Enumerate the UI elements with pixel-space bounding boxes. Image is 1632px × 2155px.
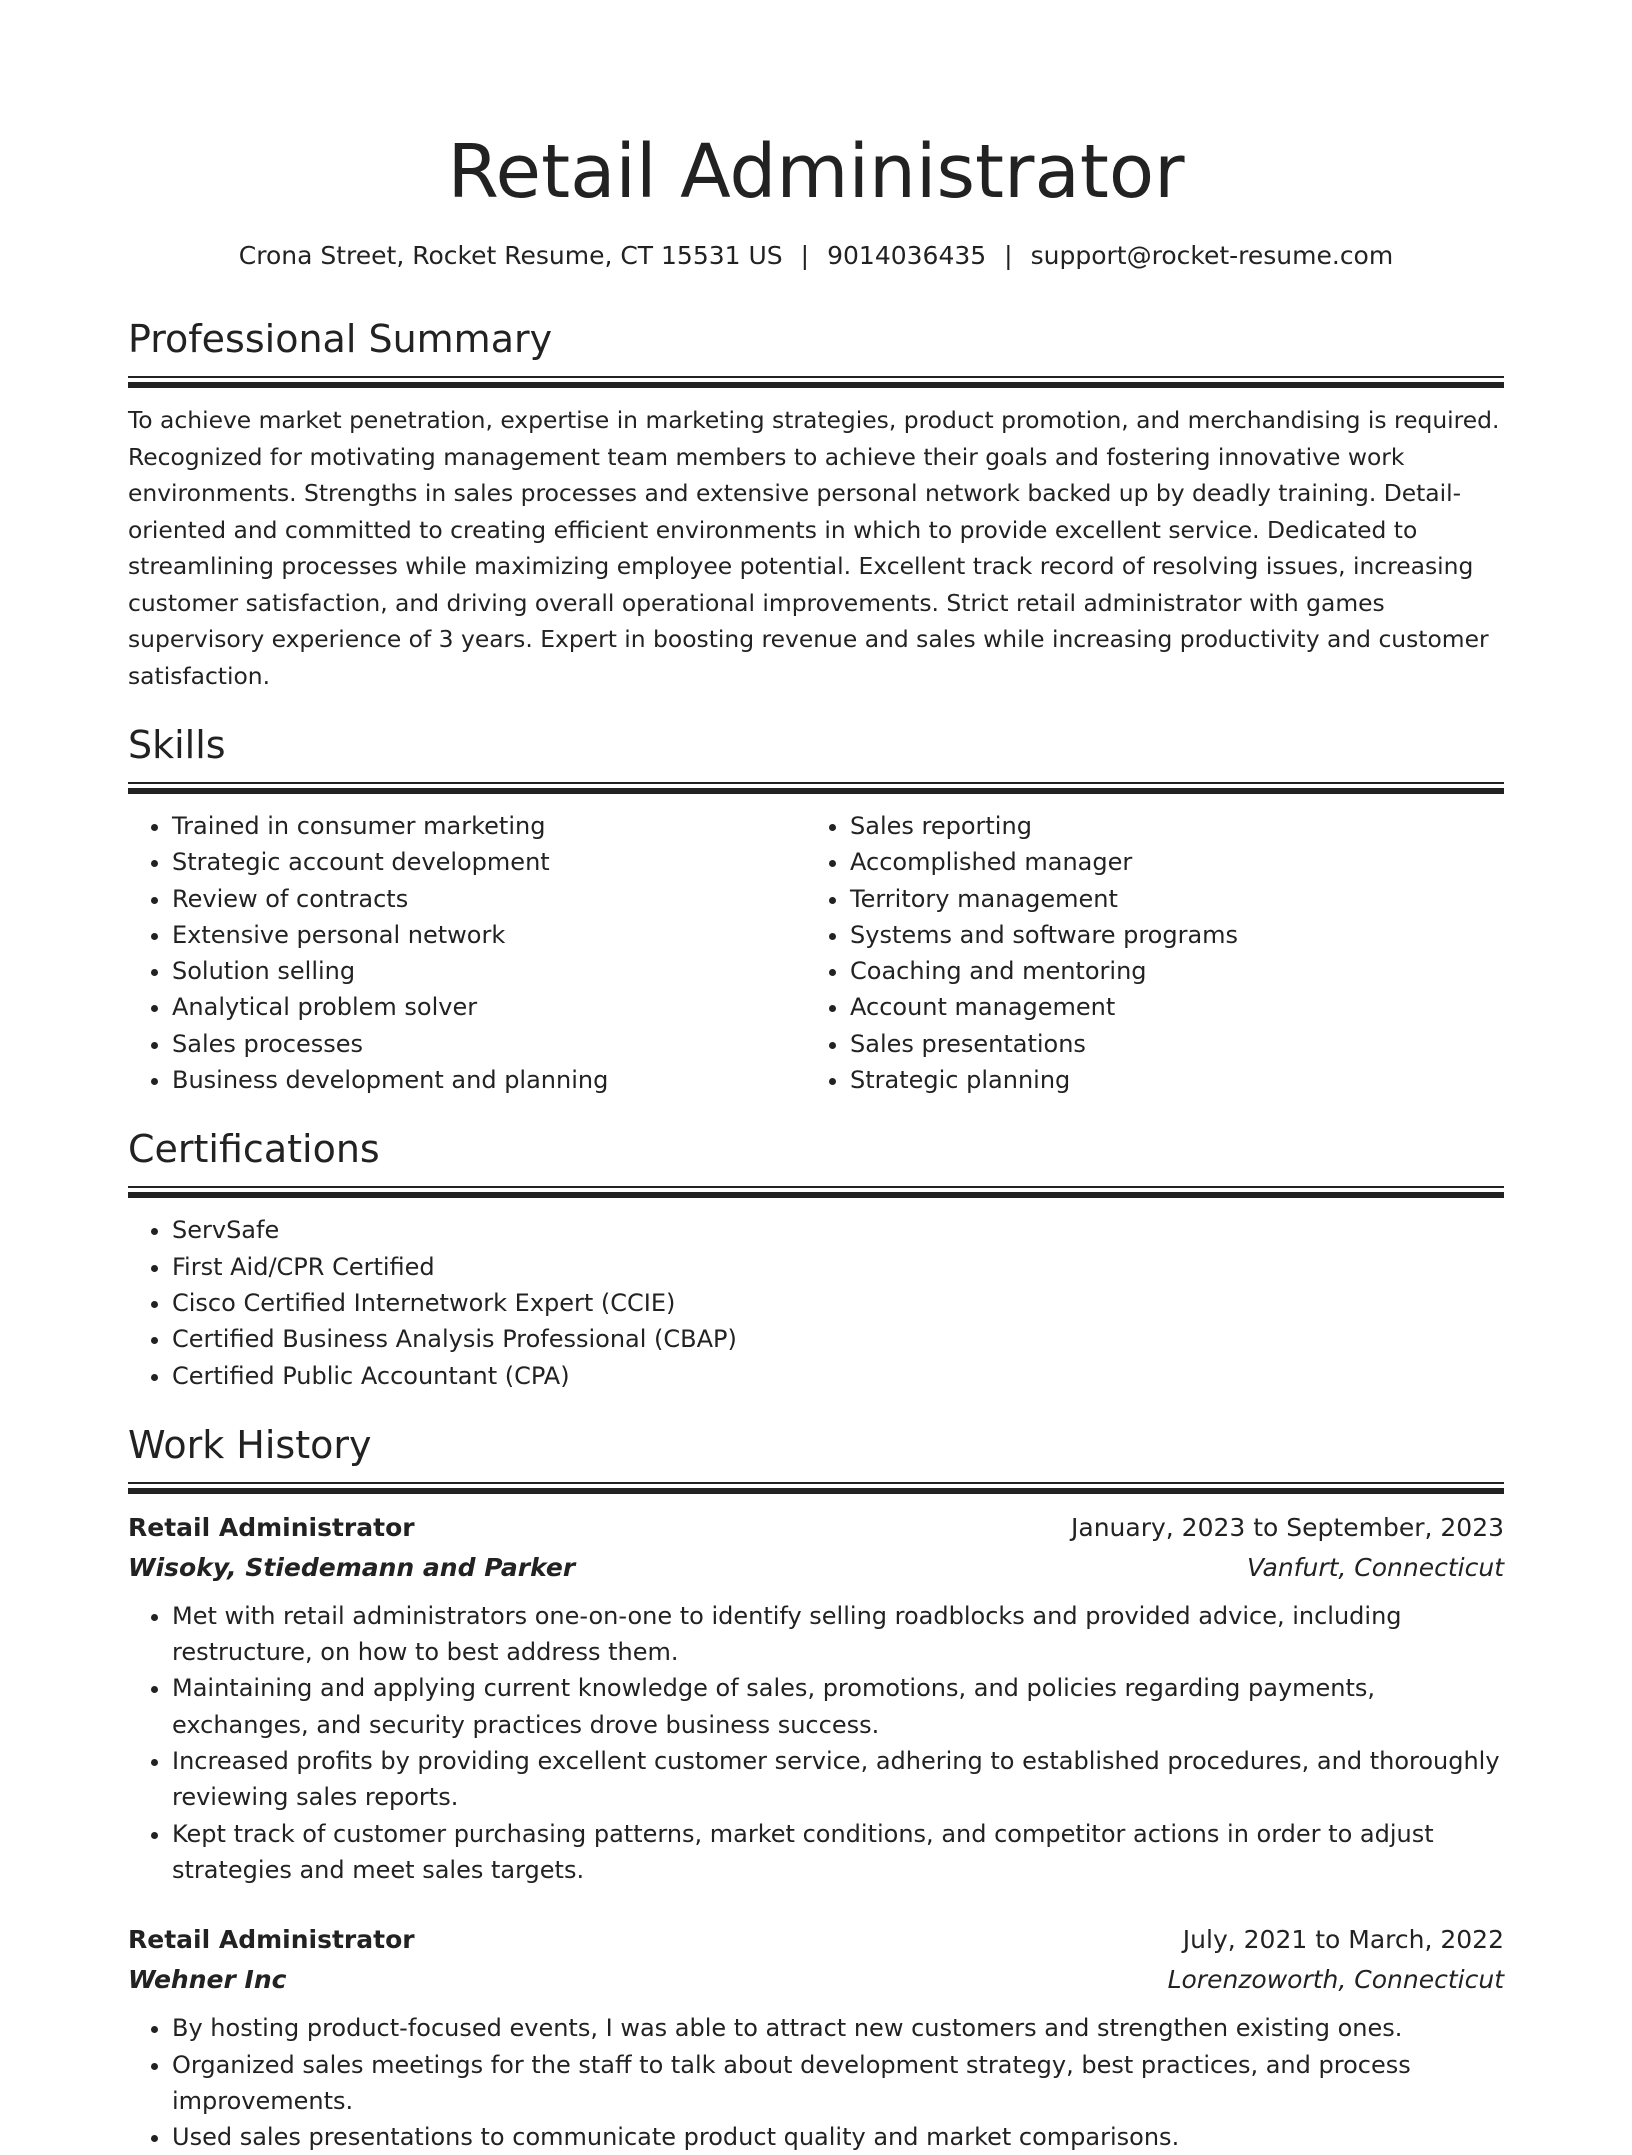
certification-item: • ServSafe <box>172 1212 1504 1248</box>
job-title: Retail Administrator <box>128 1512 415 1542</box>
certification-item: • Certified Business Analysis Professional (CBAP) <box>172 1321 1504 1357</box>
skill-item: • Solution selling <box>172 953 806 989</box>
certifications-list <box>128 1212 1504 1393</box>
job-dates: January, 2023 to September, 2023 <box>1071 1512 1504 1542</box>
skill-item: • Sales reporting <box>850 808 1484 844</box>
job-bullet: • Maintaining and applying current knowledge of sales, promotions, and policies regarding payments, exchanges, and security practices drove business success. <box>172 1670 1504 1743</box>
section-title-skills: Skills <box>128 723 226 767</box>
skill-item: • Business development and planning <box>172 1062 806 1098</box>
skill-item: • Review of contracts <box>172 881 806 917</box>
section-title-summary: Professional Summary <box>128 317 553 361</box>
job-subheader <box>128 1548 1504 1588</box>
skills-list-left <box>128 808 806 1098</box>
skill-item: • Analytical problem solver <box>172 989 806 1025</box>
resume-page <box>128 0 1504 2155</box>
job-bullets <box>128 2010 1504 2155</box>
skill-item: • Territory management <box>850 881 1484 917</box>
skill-item: • Strategic account development <box>172 844 806 880</box>
skills-column-left <box>128 794 806 1098</box>
section-divider <box>128 1186 1504 1198</box>
summary-section <box>128 314 1504 694</box>
skills-section <box>128 720 1504 1098</box>
job-title: Retail Administrator <box>128 1925 415 1955</box>
skill-item: • Account management <box>850 989 1484 1025</box>
resume-name: Retail Administrator <box>447 129 1185 215</box>
job-entry <box>128 1508 1504 1888</box>
job-bullet: • Used sales presentations to communicate product quality and market comparisons. <box>172 2119 1504 2155</box>
job-entry <box>128 1920 1504 2155</box>
section-divider <box>128 376 1504 388</box>
contact-line <box>128 238 1504 274</box>
contact-separator: | <box>1004 241 1013 270</box>
job-header <box>128 1920 1504 1960</box>
job-bullet: • Met with retail administrators one-on-one to identify selling roadblocks and provided advice, including restructure, on how to best address them. <box>172 1598 1504 1671</box>
contact-phone: 9014036435 <box>827 241 987 270</box>
job-bullets <box>128 1598 1504 1888</box>
job-company: Wehner Inc <box>128 1965 287 1995</box>
skills-column-right <box>806 794 1484 1098</box>
job-bullet: • Kept track of customer purchasing patterns, market conditions, and competitor actions in order to adjust strategies and meet sales targets. <box>172 1816 1504 1889</box>
work-history-section <box>128 1420 1504 2155</box>
certification-item: • Certified Public Accountant (CPA) <box>172 1358 1504 1394</box>
contact-email: support@rocket-resume.com <box>1030 241 1394 270</box>
job-dates: July, 2021 to March, 2022 <box>1182 1925 1504 1955</box>
job-bullet: • By hosting product-focused events, I was able to attract new customers and strengthen existing ones. <box>172 2010 1504 2046</box>
section-title-work-history: Work History <box>128 1422 372 1467</box>
skill-item: • Strategic planning <box>850 1062 1484 1098</box>
skill-item: • Extensive personal network <box>172 917 806 953</box>
certification-item: • First Aid/CPR Certified <box>172 1249 1504 1285</box>
summary-text: To achieve market penetration, expertise in marketing strategies, product promotion, and merchandising is required. Recognized for motivating management team members to achieve their goals and fostering innovative work environments. Strengths in sales processes and extensive personal network backed up by deadly training. Detail-oriented and committed to creating efficient environments in which to provide excellent service. Dedicated to streamlining processes while maximizing employee potential. Excellent track record of resolving issues, increasing customer satisfaction, and driving overall operational improvements. Strict retail administrator with games supervisory experience of 3 years. Expert in boosting revenue and sales while increasing productivity and customer satisfaction. <box>128 406 1500 690</box>
skills-list-right <box>806 808 1484 1098</box>
certifications-section <box>128 1124 1504 1393</box>
skill-item: • Sales processes <box>172 1026 806 1062</box>
section-title-certifications: Certifications <box>128 1127 380 1172</box>
job-company: Wisoky, Stiedemann and Parker <box>128 1552 576 1582</box>
skills-grid <box>128 794 1504 1098</box>
section-divider <box>128 782 1504 794</box>
skill-item: • Coaching and mentoring <box>850 953 1484 989</box>
job-header <box>128 1508 1504 1548</box>
skill-item: • Accomplished manager <box>850 844 1484 880</box>
job-location: Vanfurt, Connecticut <box>1247 1552 1504 1582</box>
job-bullet: • Increased profits by providing excellent customer service, adhering to established procedures, and thoroughly reviewing sales reports. <box>172 1743 1504 1816</box>
job-location: Lorenzoworth, Connecticut <box>1167 1965 1504 1995</box>
skill-item: • Trained in consumer marketing <box>172 808 806 844</box>
contact-separator: | <box>800 241 810 270</box>
job-bullet: • Organized sales meetings for the staff to talk about development strategy, best practices, and process improvements. <box>172 2047 1504 2120</box>
contact-address: Crona Street, Rocket Resume, CT 15531 US <box>238 241 783 270</box>
skill-item: • Sales presentations <box>850 1026 1484 1062</box>
section-divider <box>128 1482 1504 1494</box>
job-subheader <box>128 1960 1504 2000</box>
certification-item: • Cisco Certified Internetwork Expert (CCIE) <box>172 1285 1504 1321</box>
skill-item: • Systems and software programs <box>850 917 1484 953</box>
